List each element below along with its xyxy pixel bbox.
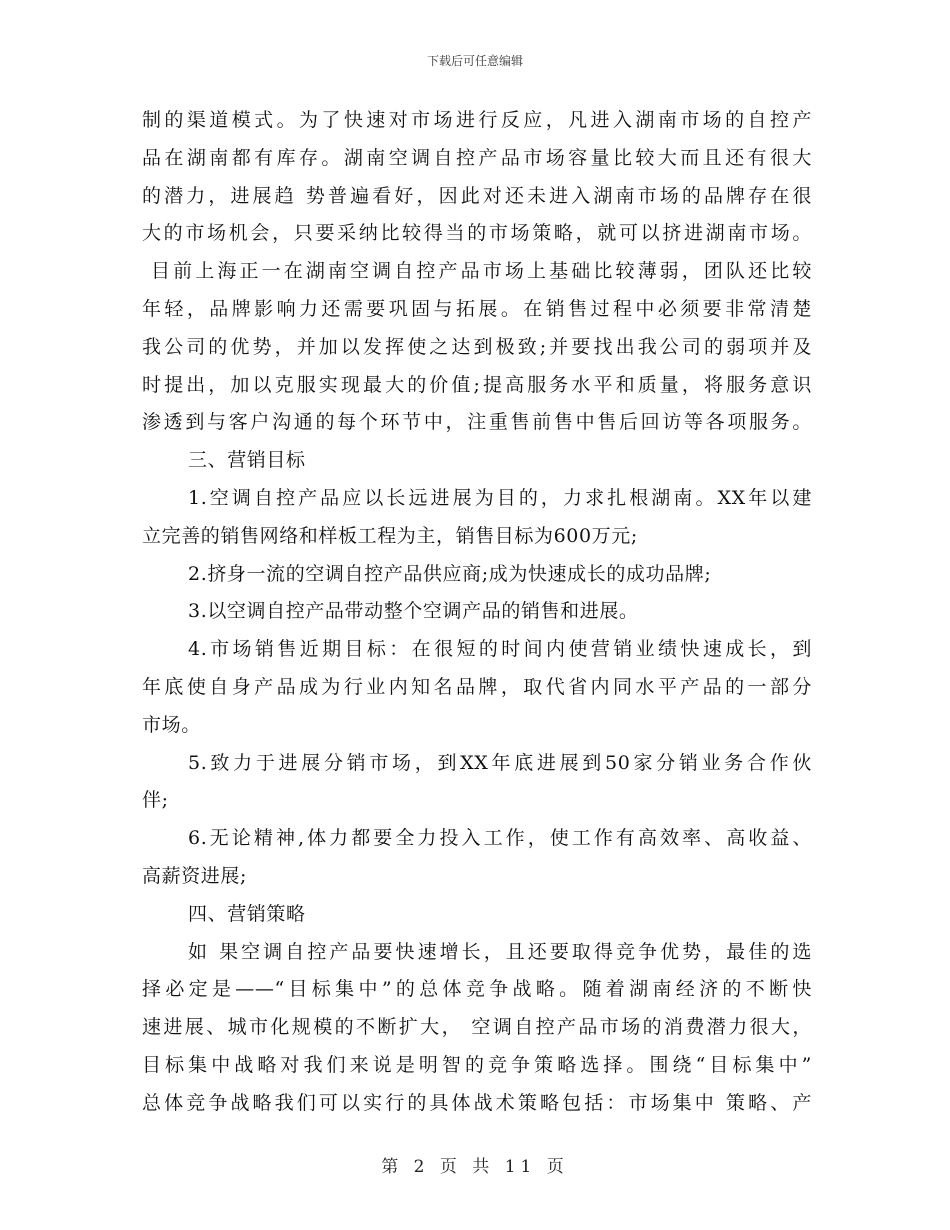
body-line: 6.无论精神,体力都要全力投入工作，使工作有高效率、高收益、 xyxy=(188,827,812,850)
body-line: 总体竞争战略我们可以实行的具体战术策略包括：市场集中 策略、产 xyxy=(142,1091,812,1114)
page-header: 下载后可任意编辑 xyxy=(426,54,523,68)
body-line: 目标集中战略对我们来说是明智的竞争策略选择。围绕“目标集中” xyxy=(142,1053,812,1076)
document-body xyxy=(142,102,812,1123)
body-line: 速进展、城市化规模的不断扩大， 空调自控产品市场的消费潜力很大， xyxy=(142,1016,812,1039)
body-line: 5.致力于进展分销市场，到XX年底进展到50家分销业务合作伙 xyxy=(188,751,812,774)
page-footer: 第 2 页 共 11 页 xyxy=(381,1157,569,1177)
body-line: 目前上海正一在湖南空调自控产品市场上基础比较薄弱，团队还比较 xyxy=(151,260,812,283)
body-line: 大的市场机会，只要采纳比较得当的市场策略，就可以挤进湖南市场。 xyxy=(142,222,812,245)
section-heading: 三、营销目标 xyxy=(188,449,306,472)
body-line: 如 果空调自控产品要快速增长，且还要取得竞争优势，最佳的选 xyxy=(188,940,812,963)
body-line: 2.挤身一流的空调自控产品供应商;成为快速成长的成功品牌; xyxy=(188,562,712,585)
body-line: 立完善的销售网络和样板工程为主，销售目标为600万元; xyxy=(142,524,638,547)
body-line: 3.以空调自控产品带动整个空调产品的销售和进展。 xyxy=(188,600,639,623)
section-heading: 四、营销策略 xyxy=(188,902,306,925)
body-line: 渗透到与客户沟通的每个环节中，注重售前售中售后回访等各项服务。 xyxy=(142,411,812,434)
body-line: 的潜力，进展趋 势普遍看好，因此对还未进入湖南市场的品牌存在很 xyxy=(142,184,812,207)
body-line: 制的渠道模式。为了快速对市场进行反应，凡进入湖南市场的自控产 xyxy=(142,109,812,131)
body-line: 我公司的优势，并加以发挥使之达到极致;并要找出我公司的弱项并及 xyxy=(142,335,812,358)
body-line: 时提出，加以克服实现最大的价值;提高服务水平和质量，将服务意识 xyxy=(142,373,812,396)
body-line: 高薪资进展; xyxy=(142,864,248,887)
body-line: 1.空调自控产品应以长远进展为目的，力求扎根湖南。XX年以建 xyxy=(188,486,812,509)
body-line: 年底使自身产品成为行业内知名品牌，取代省内同水平产品的一部分 xyxy=(142,675,812,698)
body-line: 市场。 xyxy=(142,713,201,736)
body-line: 品在湖南都有库存。湖南空调自控产品市场容量比较大而且还有很大 xyxy=(142,146,812,169)
body-line: 年轻，品牌影响力还需要巩固与拓展。在销售过程中必须要非常清楚 xyxy=(142,297,812,320)
body-line: 择必定是——“目标集中”的总体竞争战略。随着湖南经济的不断快 xyxy=(142,978,812,1001)
body-line: 4.市场销售近期目标：在很短的时间内使营销业绩快速成长，到 xyxy=(188,638,812,661)
body-line: 伴; xyxy=(142,789,169,812)
